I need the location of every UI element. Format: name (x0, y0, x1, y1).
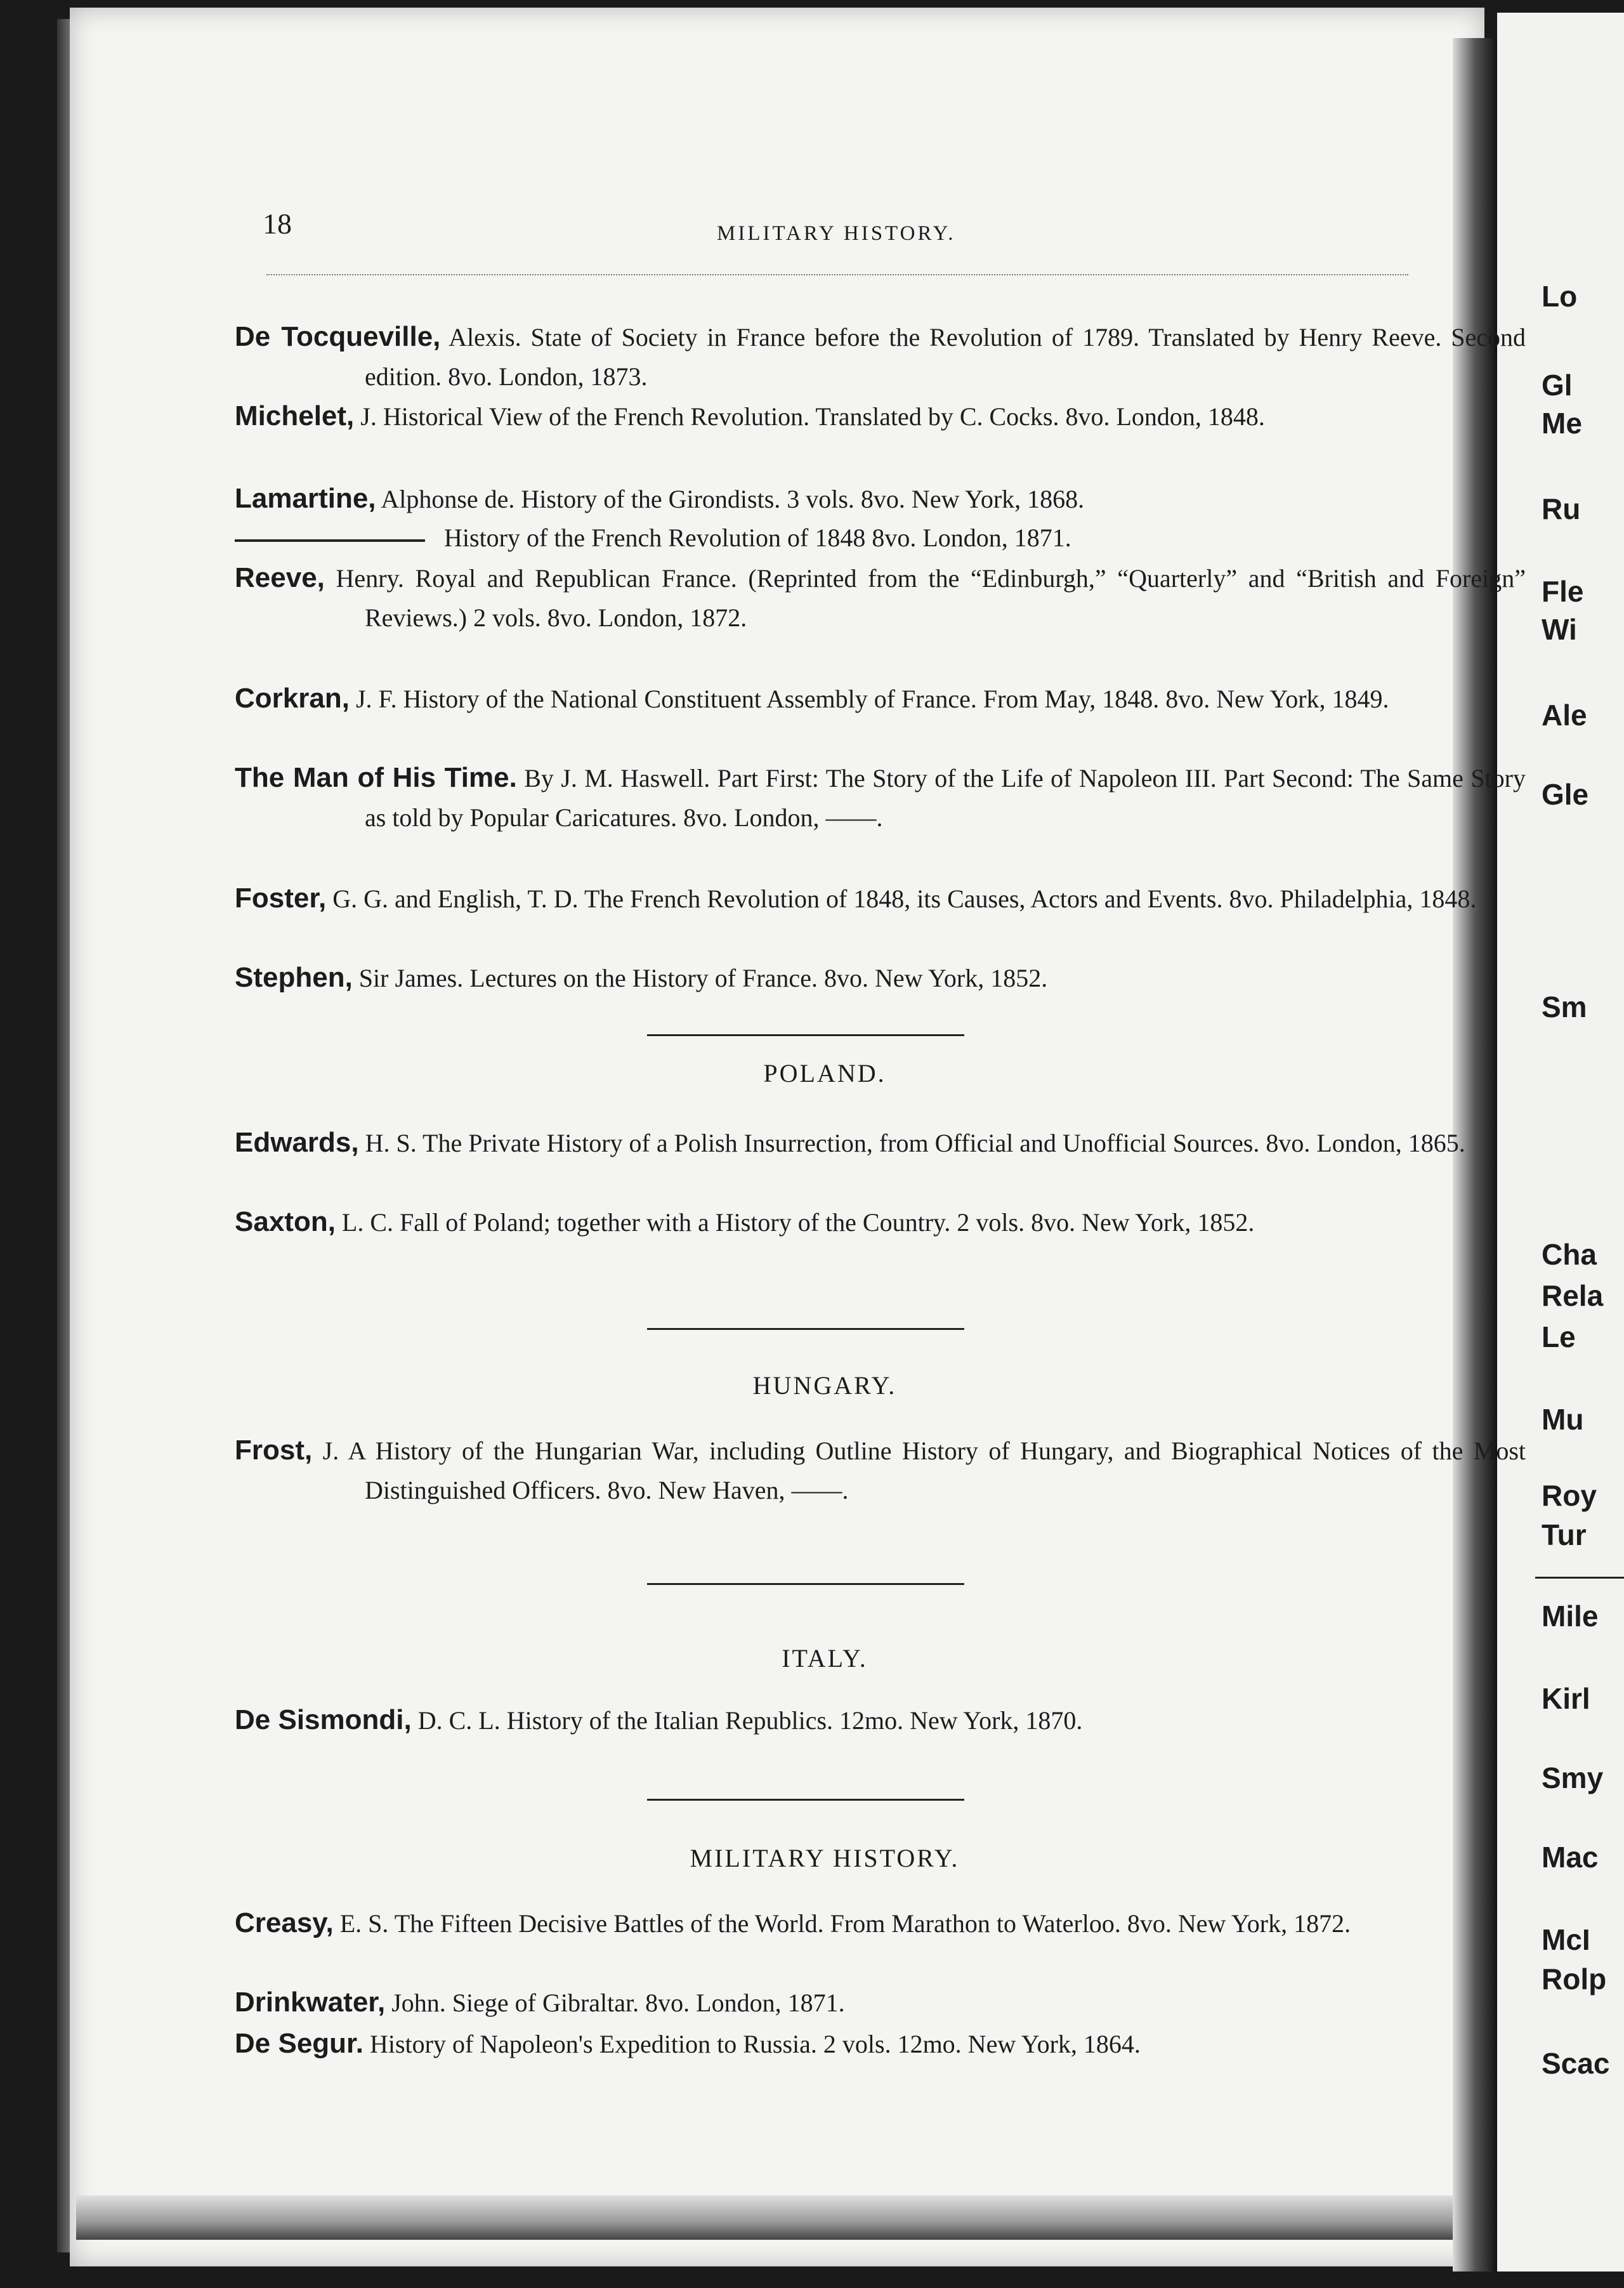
facing-page-fragment: Cha (1542, 1238, 1597, 1271)
facing-page-fragment: Ru (1542, 492, 1581, 525)
bibliography-entry (235, 679, 1526, 719)
facing-page-fragment: Rolp (1542, 1963, 1607, 1995)
facing-page-fragment: Ale (1542, 699, 1587, 732)
entry-text: E. S. The Fifteen Decisive Battles of the World. From Marathon to Waterloo. 8vo. New York, 1872. (339, 1909, 1351, 1938)
entry-author: Drinkwater, (235, 1987, 386, 2018)
facing-page-fragment: Scac (1542, 2047, 1610, 2080)
facing-page-fragment: Gl (1542, 369, 1573, 402)
bibliography-entry (235, 1202, 1526, 1242)
section-divider (647, 1583, 964, 1585)
entry-text: History of the French Revolution of 1848 8vo. London, 1871. (444, 523, 1071, 552)
bibliography-entry (235, 1700, 1526, 1740)
entry-text: Henry. Royal and Republican France. (Reprinted from the “Edinburgh,” “Quarterly” and “British and Foreign” Reviews.) 2 vols. 8vo. London, 1872. (336, 564, 1526, 632)
bibliography-entry (235, 879, 1526, 919)
facing-page-fragment: Mac (1542, 1841, 1599, 1874)
page-bottom-edge (76, 2195, 1484, 2240)
facing-page-fragment: Wi (1542, 613, 1577, 646)
bibliography-entry (235, 1903, 1526, 1943)
facing-page-fragment: Gle (1542, 778, 1589, 811)
entry-text: Alphonse de. History of the Girondists. 3 vols. 8vo. New York, 1868. (381, 485, 1085, 513)
section-title-italy: ITALY. (782, 1644, 868, 1673)
entry-author: De Segur. (235, 2028, 363, 2059)
entry-text: J. F. History of the National Constituent Assembly of France. From May, 1848. 8vo. New York, 1849. (355, 685, 1389, 713)
entry-author: De Sismondi, (235, 1704, 412, 1735)
entry-text: H. S. The Private History of a Polish Insurrection, from Official and Unofficial Sources. 8vo. London, 1865. (365, 1129, 1465, 1157)
entry-author: Saxton, (235, 1206, 336, 1237)
bibliography-entry (235, 2024, 1526, 2064)
bibliography-entry-continued (235, 518, 1526, 558)
entry-text: John. Siege of Gibraltar. 8vo. London, 1871. (391, 1989, 845, 2017)
facing-page-fragment: Lo (1542, 280, 1578, 313)
bibliography-entry (235, 1123, 1526, 1163)
entry-text: Alexis. State of Society in France before the Revolution of 1789. Translated by Henry Reeve. Second edition. 8vo. London, 1873. (365, 323, 1526, 391)
facing-page-fragment: McI (1542, 1923, 1590, 1956)
section-divider (647, 1799, 964, 1801)
entry-text: J. Historical View of the French Revolution. Translated by C. Cocks. 8vo. London, 1848. (360, 402, 1265, 431)
entry-text: History of Napoleon's Expedition to Russia. 2 vols. 12mo. New York, 1864. (369, 2030, 1141, 2058)
entry-text: Sir James. Lectures on the History of France. 8vo. New York, 1852. (358, 964, 1048, 992)
facing-page-fragment: Me (1542, 407, 1582, 440)
facing-page-fragment: Fle (1542, 575, 1584, 608)
bibliography-entry (235, 558, 1526, 638)
entry-author: Frost, (235, 1435, 313, 1466)
section-title-hungary: HUNGARY. (752, 1371, 897, 1400)
bibliography-entry (235, 397, 1526, 437)
facing-page-fragment: Roy (1542, 1479, 1597, 1512)
running-head: MILITARY HISTORY. (717, 222, 956, 245)
entry-author: Creasy, (235, 1907, 334, 1938)
entry-text: By J. M. Haswell. Part First: The Story of the Life of Napoleon III. Part Second: The Same Story as told by Popular Caricatures. 8vo. London, ——. (365, 764, 1526, 832)
entry-text: G. G. and English, T. D. The French Revolution of 1848, its Causes, Actors and Events. 8vo. Philadelphia, 1848. (332, 884, 1477, 913)
section-divider (647, 1034, 964, 1036)
entry-author: Corkran, (235, 683, 350, 714)
facing-page-fragment: Le (1542, 1320, 1576, 1353)
facing-page-fragment: Mu (1542, 1403, 1584, 1436)
section-title-military-history: MILITARY HISTORY. (690, 1844, 960, 1872)
header-rule (266, 274, 1408, 275)
bibliography-entry (235, 958, 1526, 998)
bibliography-entry (235, 479, 1526, 519)
entry-text: L. C. Fall of Poland; together with a History of the Country. 2 vols. 8vo. New York, 1852. (341, 1208, 1255, 1237)
facing-page-fragment: Sm (1542, 990, 1587, 1023)
entry-text: J. A History of the Hungarian War, including Outline History of Hungary, and Biographical Notices of the Most Distinguished Officers. 8vo. New Haven, ——. (322, 1437, 1526, 1504)
entry-author: The Man of His Time. (235, 762, 517, 793)
bibliography-entry (235, 1983, 1526, 2023)
entry-author: Reeve, (235, 562, 325, 593)
entry-author: Lamartine, (235, 483, 376, 514)
page-number: 18 (263, 207, 292, 240)
facing-page-fragment: Tur (1542, 1518, 1587, 1551)
section-divider (647, 1328, 964, 1330)
entry-text: D. C. L. History of the Italian Republics. 12mo. New York, 1870. (417, 1706, 1083, 1735)
facing-page-fragment: Kirl (1542, 1682, 1590, 1715)
entry-author: De Tocqueville, (235, 321, 441, 352)
entry-author: Michelet, (235, 400, 355, 431)
facing-page-fragment: Smy (1542, 1761, 1604, 1794)
bibliography-entry (235, 758, 1526, 838)
section-title-poland: POLAND. (763, 1059, 886, 1088)
facing-page-fragment: Mile (1542, 1600, 1599, 1633)
entry-author: Edwards, (235, 1127, 359, 1158)
ditto-dash (235, 539, 425, 542)
facing-page-fragment: Rela (1542, 1279, 1604, 1312)
bibliography-entry (235, 317, 1526, 397)
facing-page-rule (1535, 1577, 1624, 1579)
bibliography-entry (235, 1431, 1526, 1510)
entry-author: Stephen, (235, 962, 353, 993)
entry-author: Foster, (235, 883, 327, 914)
